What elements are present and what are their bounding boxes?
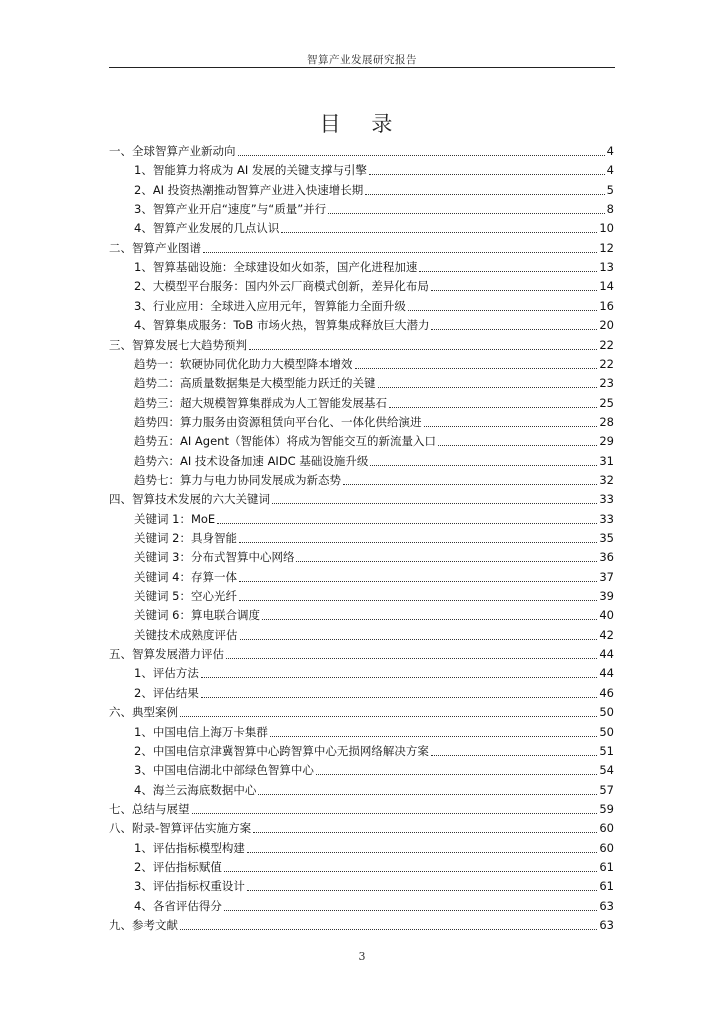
toc-section-entry[interactable] (134, 604, 614, 623)
toc-title: 目 录 (319, 112, 405, 136)
toc-section-entry[interactable] (134, 682, 614, 701)
toc-entry-page: 60 (599, 821, 614, 836)
toc-dot-leader (408, 310, 598, 311)
toc-entry-label: 九、参考文献 (109, 918, 178, 932)
toc-section-entry[interactable] (134, 217, 614, 236)
toc-dot-leader (389, 407, 597, 408)
page-number: 3 (358, 950, 366, 963)
toc-dot-leader (224, 871, 598, 872)
toc-entry-label: 1、智能算力将成为 AI 发展的关键支撑与引擎 (134, 163, 367, 178)
toc-entry-label: 关键词 4：存算一体 (134, 569, 237, 584)
toc-entry-label: 趋势四：算力服务由资源租赁向平台化、一体化供给演进 (134, 414, 422, 429)
toc-section-entry[interactable] (134, 779, 614, 798)
toc-entry-page: 12 (599, 240, 614, 255)
toc-dot-leader (201, 677, 598, 678)
toc-chapter-entry[interactable] (109, 914, 614, 933)
toc-entry-page: 44 (599, 647, 614, 662)
toc-entry-label: 四、智算技术发展的六大关键词 (109, 492, 270, 507)
toc-entry-label: 趋势一：软硬协同优化助力大模型降本增效 (134, 356, 353, 371)
toc-entry-label: 趋势二：高质量数据集是大模型能力跃迁的关键 (134, 376, 376, 391)
toc-dot-leader (201, 697, 598, 698)
toc-entry-page: 22 (599, 337, 614, 352)
toc-section-entry[interactable] (134, 759, 614, 778)
toc-entry-label: 3、中国电信湖北中部绿色智算中心 (134, 763, 314, 778)
toc-entry-page: 10 (599, 221, 614, 236)
toc-dot-leader (180, 716, 597, 717)
toc-entry-label: 3、智算产业开启“速度”与“质量”并行 (134, 202, 327, 217)
toc-entry-page: 39 (599, 589, 614, 604)
toc-entry-page: 44 (599, 666, 614, 681)
toc-dot-leader (253, 832, 597, 833)
running-header: 智算产业发展研究报告 (307, 54, 417, 66)
toc-entry-page: 35 (599, 531, 614, 545)
toc-section-entry[interactable] (134, 875, 614, 894)
toc-dot-leader (281, 232, 597, 233)
toc-section-entry[interactable] (134, 856, 614, 875)
toc-entry-page: 16 (599, 298, 614, 313)
toc-chapter-entry[interactable] (109, 334, 614, 353)
toc-entry-label: 一、全球智算产业新动向 (109, 144, 236, 158)
toc-dot-leader (239, 581, 597, 582)
toc-entry-label: 1、评估指标模型构建 (134, 840, 245, 855)
toc-dot-leader (365, 194, 604, 195)
toc-entry-page: 61 (599, 859, 614, 874)
toc-dot-leader (378, 387, 598, 388)
toc-entry-label: 4、各省评估得分 (134, 898, 222, 913)
toc-entry-page: 50 (599, 724, 614, 739)
toc-entry-label: 关键技术成熟度评估 (134, 627, 238, 642)
toc-entry-page: 14 (599, 279, 614, 294)
toc-dot-leader (180, 929, 597, 930)
toc-entry-label: 关键词 1：MoE (134, 511, 216, 526)
toc-dot-leader (239, 542, 597, 543)
header-rule (109, 67, 615, 68)
toc-entry-label: 3、评估指标权重设计 (134, 879, 245, 894)
toc-chapter-entry[interactable] (109, 817, 614, 836)
toc-section-entry[interactable] (134, 372, 614, 391)
toc-dot-leader (203, 252, 597, 253)
toc-entry-label: 2、中国电信京津冀智算中心跨智算中心无损网络解决方案 (134, 743, 429, 758)
toc-dot-leader (431, 329, 597, 330)
toc-entry-label: 五、智算发展潜力评估 (109, 647, 224, 662)
toc-entry-page: 13 (599, 260, 614, 275)
toc-dot-leader (424, 426, 598, 427)
toc-dot-leader (272, 503, 597, 504)
toc-entry-page: 31 (599, 453, 614, 468)
toc-section-entry[interactable] (134, 430, 614, 449)
toc-section-entry[interactable] (134, 314, 614, 333)
toc-section-entry[interactable] (134, 198, 614, 217)
toc-entry-label: 4、智算集成服务：ToB 市场火热，智算集成释放巨大潜力 (134, 318, 430, 333)
toc-entry-label: 关键词 5：空心光纤 (134, 589, 237, 604)
toc-entry-page: 32 (599, 472, 614, 487)
toc-entry-label: 八、附录-智算评估实施方案 (109, 821, 252, 836)
toc-entry-page: 25 (599, 395, 614, 410)
toc-entry-label: 关键词 3：分布式智算中心网络 (134, 550, 295, 565)
toc-section-entry[interactable] (134, 295, 614, 314)
toc-entry-label: 三、智算发展七大趋势预判 (109, 337, 247, 352)
toc-entry-label: 趋势七：算力与电力协同发展成为新态势 (134, 472, 341, 487)
toc-dot-leader (249, 349, 597, 350)
toc-dot-leader (431, 755, 598, 756)
toc-entry-label: 1、智算基础设施：全球建设如火如荼，国产化进程加速 (134, 260, 418, 275)
toc-entry-page: 29 (599, 434, 614, 449)
toc-chapter-entry[interactable] (109, 488, 614, 507)
toc-section-entry[interactable] (134, 624, 614, 643)
toc-section-entry[interactable] (134, 662, 614, 681)
toc-entry-label: 4、海兰云海底数据中心 (134, 782, 257, 797)
toc-entry-label: 4、智算产业发展的几点认识 (134, 221, 280, 236)
toc-entry-page: 46 (599, 685, 614, 700)
toc-dot-leader (419, 271, 597, 272)
toc-entry-label: 趋势三：超大规模智算集群成为人工智能发展基石 (134, 395, 387, 410)
toc-entry-page: 63 (599, 918, 614, 932)
toc-entry-page: 23 (599, 376, 614, 391)
toc-entry-page: 20 (599, 318, 614, 333)
toc-section-entry[interactable] (134, 508, 614, 527)
toc-dot-leader (270, 736, 598, 737)
toc-entry-page: 36 (599, 550, 614, 565)
toc-dot-leader (328, 213, 605, 214)
toc-entry-page: 33 (599, 492, 614, 507)
toc-entry-page: 4 (606, 163, 614, 178)
toc-dot-leader (239, 600, 597, 601)
toc-section-entry[interactable] (134, 275, 614, 294)
toc-entry-page: 37 (599, 569, 614, 584)
toc-chapter-entry[interactable] (109, 798, 614, 817)
toc-entry-label: 1、中国电信上海万卡集群 (134, 724, 268, 739)
toc-chapter-entry[interactable] (109, 643, 614, 662)
toc-section-entry[interactable] (134, 721, 614, 740)
toc-entry-label: 2、大模型平台服务：国内外云厂商模式创新，差异化布局 (134, 279, 429, 294)
toc-entry-label: 趋势六：AI 技术设备加速 AIDC 基础设施升级 (134, 453, 369, 468)
toc-dot-leader (296, 561, 597, 562)
toc-entry-page: 33 (599, 511, 614, 526)
toc-entry-page: 59 (599, 801, 614, 816)
toc-dot-leader (369, 174, 605, 175)
toc-chapter-entry[interactable] (109, 701, 614, 720)
toc-section-entry[interactable] (134, 469, 614, 488)
toc-entry-label: 2、AI 投资热潮推动智算产业进入快速增长期 (134, 182, 364, 197)
toc-entry-page: 57 (599, 782, 614, 797)
toc-dot-leader (247, 890, 598, 891)
toc-dot-leader (262, 619, 597, 620)
toc-section-entry[interactable] (134, 450, 614, 469)
toc-entry-label: 2、评估指标赋值 (134, 859, 222, 874)
toc-entry-label: 六、典型案例 (109, 705, 178, 720)
toc-entry-label: 关键词 2：具身智能 (134, 531, 237, 545)
toc-dot-leader (247, 852, 598, 853)
toc-entry-label: 趋势五：AI Agent（智能体）将成为智能交互的新流量入口 (134, 434, 436, 449)
toc-dot-leader (258, 794, 597, 795)
toc-section-entry[interactable] (134, 837, 614, 856)
toc-entry-label: 关键词 6：算电联合调度 (134, 608, 260, 623)
toc-entry-label: 1、评估方法 (134, 666, 199, 681)
toc-dot-leader (224, 910, 598, 911)
toc-entry-page: 40 (599, 608, 614, 623)
toc-entry-page: 60 (599, 840, 614, 855)
toc-entry-label: 七、总结与展望 (109, 801, 190, 816)
toc-section-entry[interactable] (134, 411, 614, 430)
toc-section-entry[interactable] (134, 159, 614, 178)
toc-dot-leader (438, 445, 597, 446)
toc-entry-label: 二、智算产业图谱 (109, 240, 201, 255)
toc-entry-page: 61 (599, 879, 614, 894)
toc-entry-page: 63 (599, 898, 614, 913)
toc-entry-page: 54 (599, 763, 614, 778)
toc-dot-leader (316, 774, 598, 775)
toc-dot-leader (192, 813, 598, 814)
toc-entry-label: 3、行业应用：全球进入应用元年，智算能力全面升级 (134, 298, 406, 313)
toc-section-entry[interactable] (134, 353, 614, 372)
toc-dot-leader (238, 155, 605, 156)
toc-dot-leader (217, 523, 597, 524)
toc-dot-leader (431, 290, 598, 291)
toc-entry-page: 50 (599, 705, 614, 720)
toc-dot-leader (355, 368, 598, 369)
toc-section-entry[interactable] (134, 179, 614, 198)
toc-dot-leader (370, 465, 597, 466)
toc-entry-page: 5 (606, 182, 614, 197)
toc-entry-page: 22 (599, 356, 614, 371)
toc-section-entry[interactable] (134, 895, 614, 914)
toc-dot-leader (226, 658, 597, 659)
toc-chapter-entry[interactable] (109, 140, 614, 159)
toc-dot-leader (343, 484, 597, 485)
toc-section-entry[interactable] (134, 256, 614, 275)
toc-entry-page: 28 (599, 414, 614, 429)
toc-entry-page: 8 (606, 202, 614, 217)
toc-entry-page: 4 (606, 144, 614, 158)
toc-section-entry[interactable] (134, 527, 614, 546)
toc-section-entry[interactable] (134, 392, 614, 411)
toc-entry-page: 51 (599, 743, 614, 758)
toc-section-entry[interactable] (134, 585, 614, 604)
toc-dot-leader (240, 639, 598, 640)
toc-section-entry[interactable] (134, 546, 614, 565)
toc-entry-page: 42 (599, 627, 614, 642)
toc-entry-label: 2、评估结果 (134, 685, 199, 700)
toc-section-entry[interactable] (134, 740, 614, 759)
toc-chapter-entry[interactable] (109, 237, 614, 256)
toc-section-entry[interactable] (134, 566, 614, 585)
